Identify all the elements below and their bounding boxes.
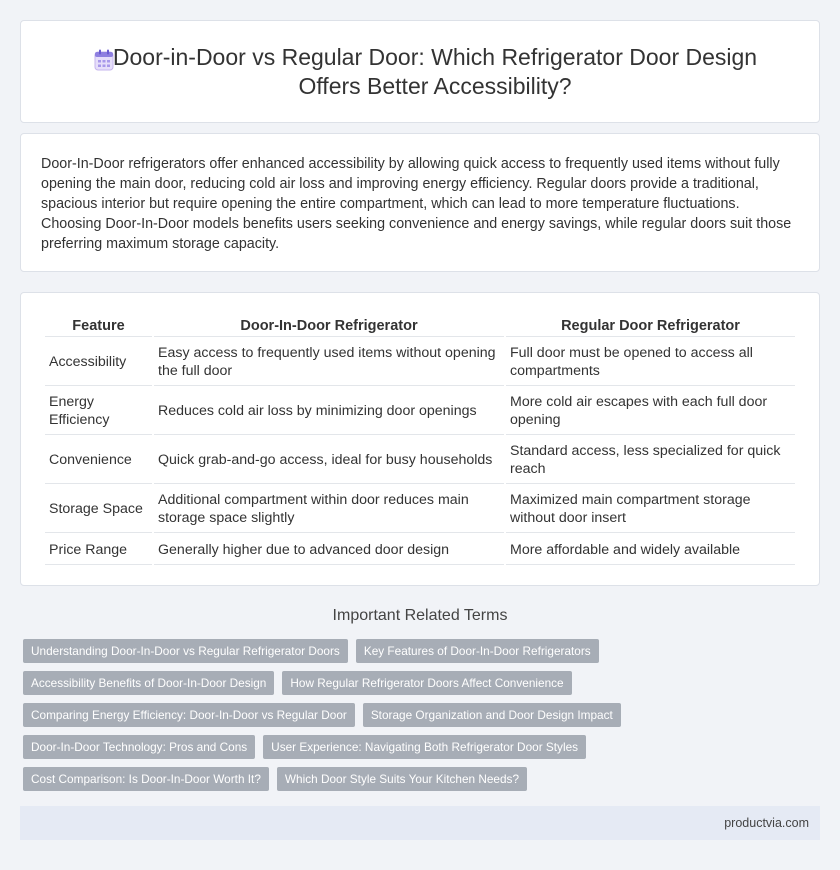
table-row <box>45 437 795 484</box>
column-header-feature: Feature <box>45 315 152 337</box>
table-row <box>45 535 795 565</box>
table-cell: More affordable and widely available <box>506 535 795 565</box>
table-cell: Reduces cold air loss by minimizing door openings <box>154 388 504 435</box>
related-term-tag[interactable]: Comparing Energy Efficiency: Door-In-Door vs Regular Door <box>23 703 355 727</box>
table-cell: Generally higher due to advanced door design <box>154 535 504 565</box>
table-row <box>45 339 795 386</box>
column-header-regular-door: Regular Door Refrigerator <box>506 315 795 337</box>
related-term-tag[interactable]: Cost Comparison: Is Door-In-Door Worth It? <box>23 767 269 791</box>
related-term-tag[interactable]: Understanding Door-In-Door vs Regular Refrigerator Doors <box>23 639 348 663</box>
related-term-tag[interactable]: User Experience: Navigating Both Refrigerator Door Styles <box>263 735 586 759</box>
table-cell: Storage Space <box>45 486 152 533</box>
table-cell: Full door must be opened to access all compartments <box>506 339 795 386</box>
footer <box>20 806 820 840</box>
related-term-tag[interactable]: Storage Organization and Door Design Impact <box>363 703 621 727</box>
title-card <box>20 20 820 123</box>
footer-site-link[interactable]: productvia.com <box>724 816 809 830</box>
table-cell: Maximized main compartment storage without door insert <box>506 486 795 533</box>
comparison-table-card <box>20 292 820 586</box>
related-terms-list <box>23 639 823 799</box>
table-cell: Accessibility <box>45 339 152 386</box>
comparison-table <box>43 313 797 567</box>
table-row <box>45 388 795 435</box>
related-term-tag[interactable]: How Regular Refrigerator Doors Affect Convenience <box>282 671 571 695</box>
table-cell: Additional compartment within door reduces main storage space slightly <box>154 486 504 533</box>
related-term-tag[interactable]: Accessibility Benefits of Door-In-Door Design <box>23 671 274 695</box>
page-title: Door-in-Door vs Regular Door: Which Refrigerator Door Design Offers Better Accessibility? <box>112 43 758 99</box>
table-header-row <box>45 315 795 337</box>
related-term-tag[interactable]: Which Door Style Suits Your Kitchen Needs? <box>277 767 527 791</box>
intro-card <box>20 133 820 272</box>
table-cell: Easy access to frequently used items without opening the full door <box>154 339 504 386</box>
related-term-tag[interactable]: Key Features of Door-In-Door Refrigerators <box>356 639 599 663</box>
related-term-tag[interactable]: Door-In-Door Technology: Pros and Cons <box>23 735 255 759</box>
table-cell: More cold air escapes with each full door opening <box>506 388 795 435</box>
table-cell: Price Range <box>45 535 152 565</box>
table-cell: Quick grab-and-go access, ideal for busy households <box>154 437 504 484</box>
table-cell: Energy Efficiency <box>45 388 152 435</box>
related-terms-title: Important Related Terms <box>332 607 508 624</box>
intro-paragraph: Door-In-Door refrigerators offer enhanced accessibility by allowing quick access to frequently used items without fully opening the main door, reducing cold air loss and improving energy efficiency. Regular doors provide a traditional, spacious interior but require opening the entire compartment, which can lead to more temperature fluctuations. Choosing Door-In-Door models benefits users seeking convenience and energy savings, while regular doors suit those preferring maximum storage capacity. <box>41 156 792 252</box>
column-header-door-in-door: Door-In-Door Refrigerator <box>154 315 504 337</box>
table-cell: Convenience <box>45 437 152 484</box>
table-cell: Standard access, less specialized for quick reach <box>506 437 795 484</box>
table-row <box>45 486 795 533</box>
